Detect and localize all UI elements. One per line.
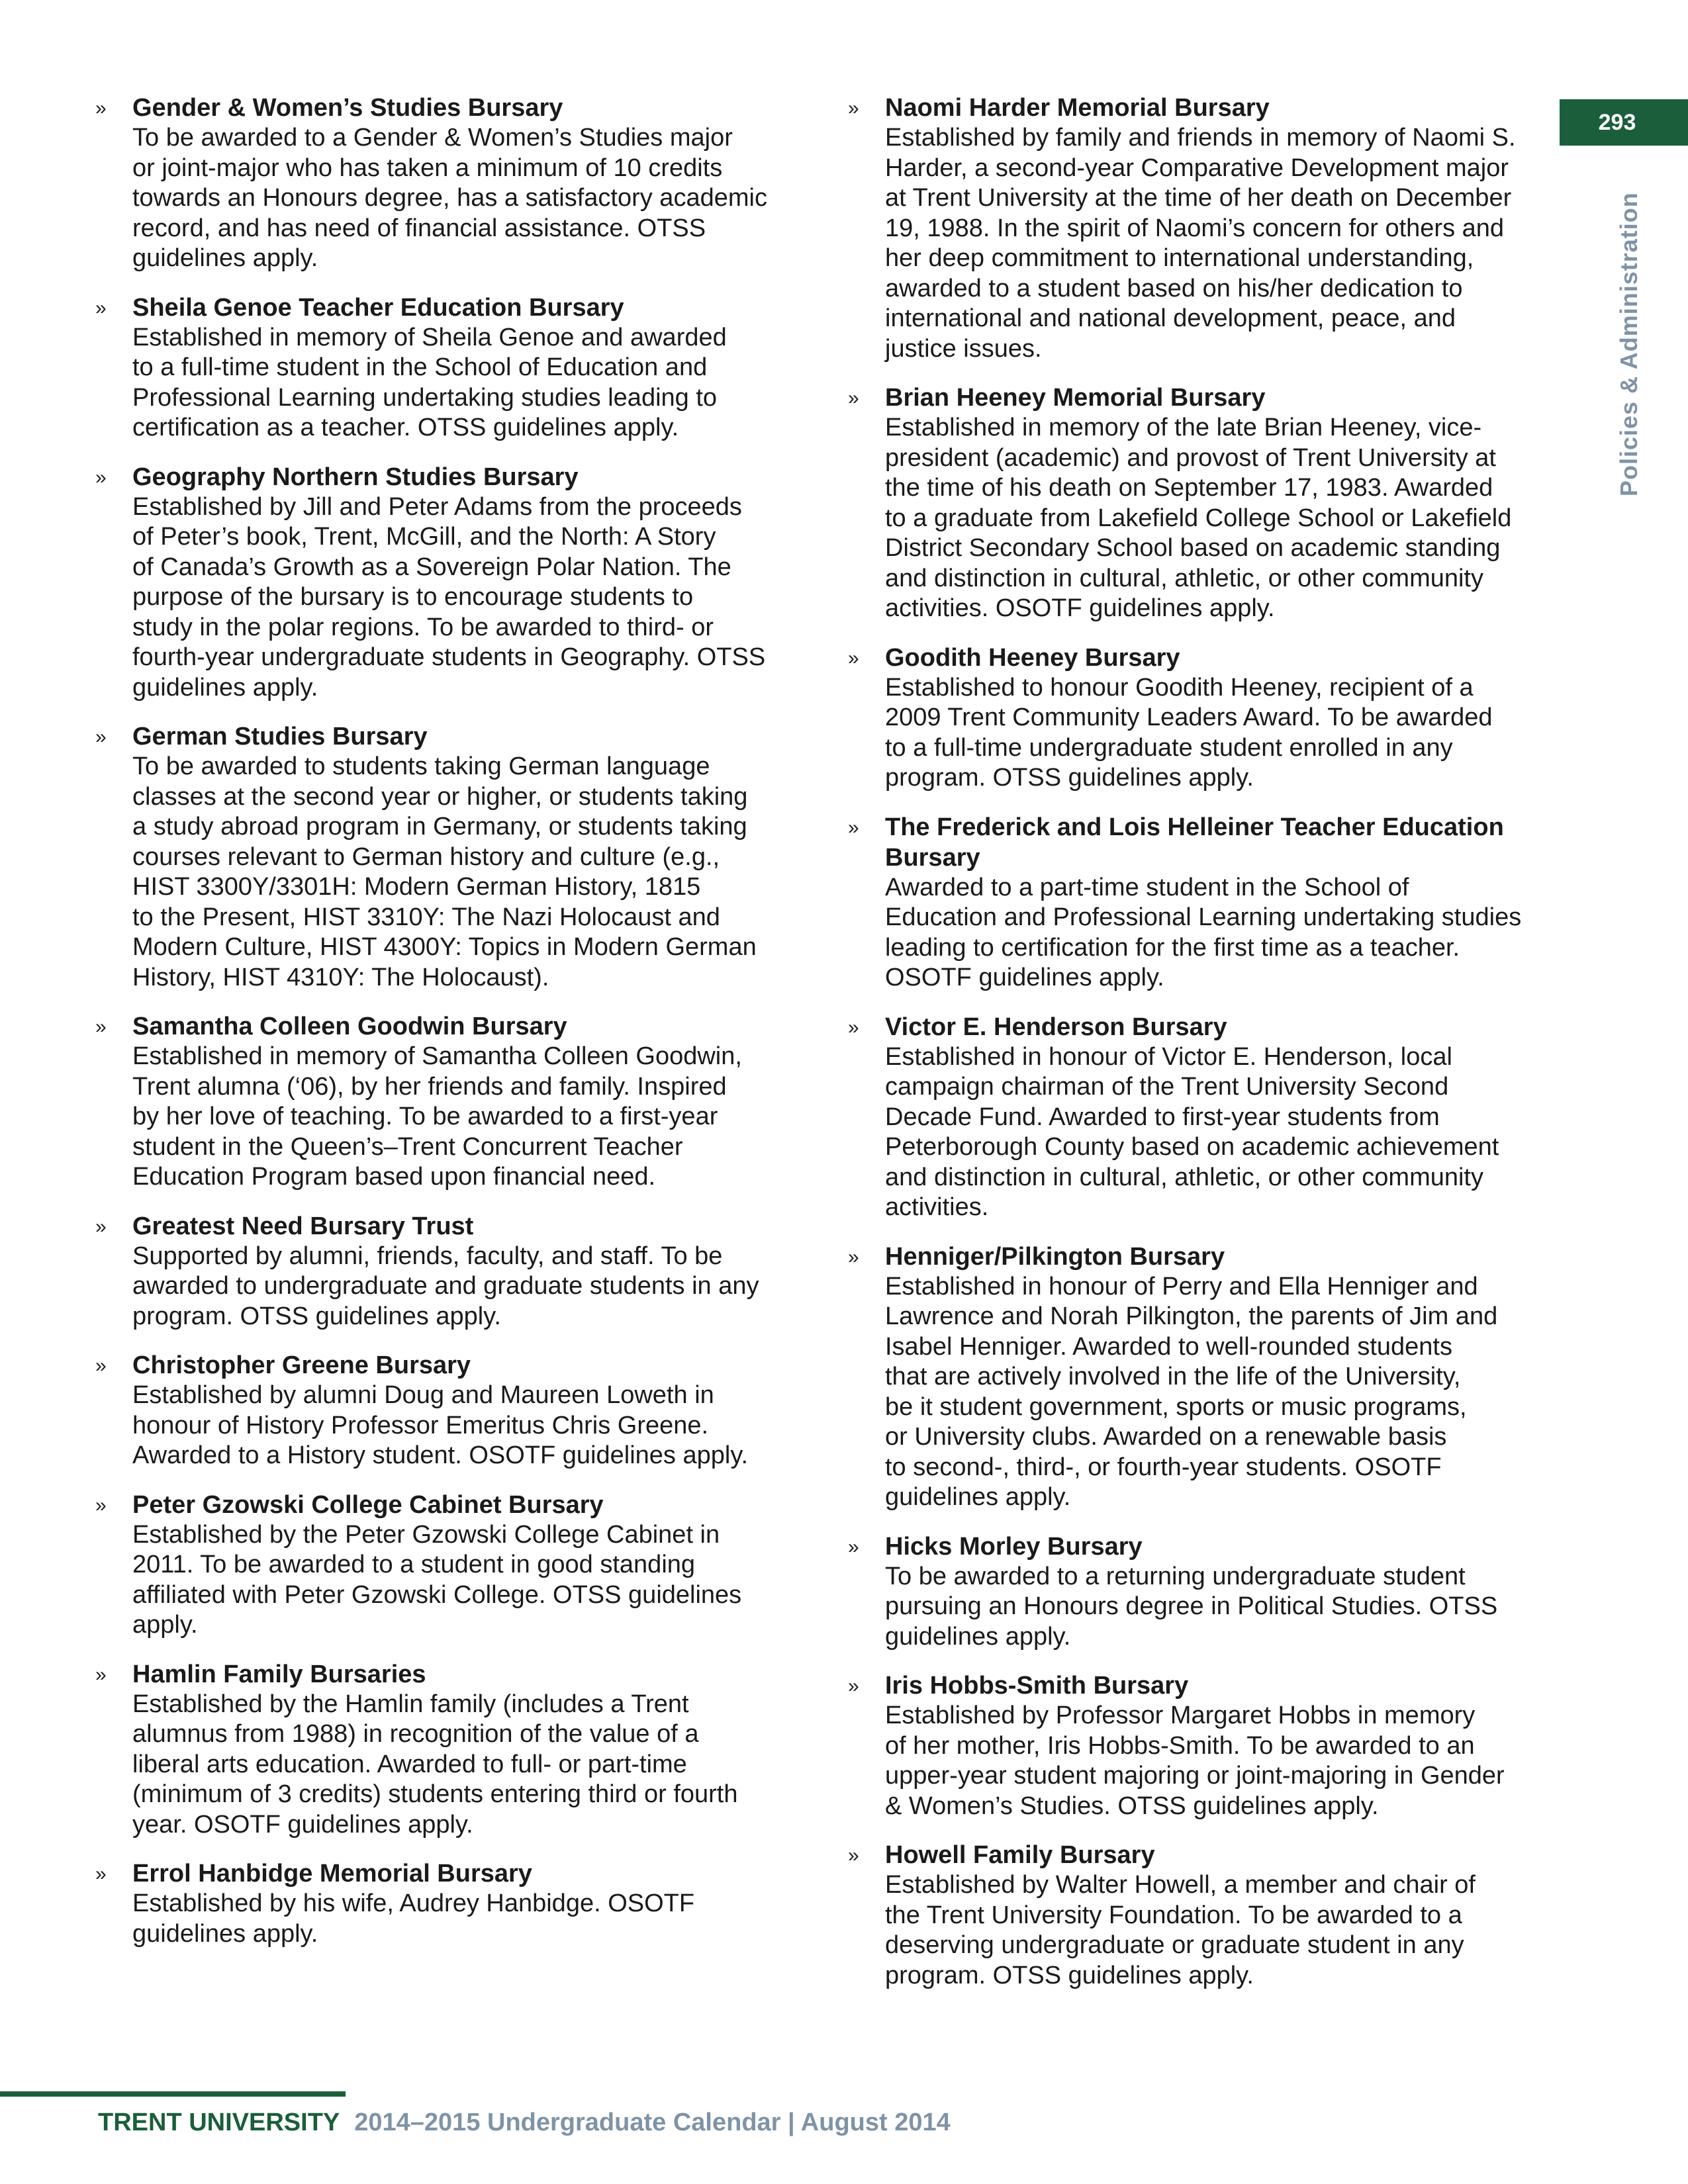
bursary-description [132,1690,808,1841]
description-line: Established in memory of Samantha Colleen Goodwin, [132,1042,742,1070]
bullet-marker: » [95,1494,107,1516]
bullet-marker: » [848,1535,859,1558]
description-line: activities. OSOTF guidelines apply. [885,594,1275,622]
description-line: Lawrence and Norah Pilkington, the parents of Jim and [885,1302,1498,1330]
bursary-entry [845,1670,1560,1821]
footer-university: TRENT UNIVERSITY [98,2109,340,2136]
description-line: program. OTSS guidelines apply. [885,1961,1254,1989]
bursary-entry [845,1840,1560,1991]
bursary-entry [93,1490,808,1641]
description-line: to the Present, HIST 3310Y: The Nazi Holocaust and [132,903,720,931]
bullet-marker: » [848,1246,859,1268]
description-line: Established by Professor Margaret Hobbs in memory [885,1702,1476,1729]
description-line: to second-, third-, or fourth-year students. OSOTF [885,1453,1442,1481]
bursary-entry [845,1242,1560,1513]
bursary-description [132,752,808,993]
bullet-marker: » [848,97,859,119]
description-line: courses relevant to German history and culture (e.g., [132,842,720,871]
bursary-entry [93,462,808,704]
bursary-entry [845,1012,1560,1223]
description-line: to a full-time student in the School of Education and [132,353,708,381]
description-line: president (academic) and provost of Trent University at [885,443,1496,472]
description-line: or University clubs. Awarded on a renewable basis [885,1423,1447,1451]
description-line: apply. [132,1611,198,1639]
bursary-title: German Studies Bursary [132,723,428,751]
description-line: the time of his death on September 17, 1983. Awarded [885,474,1493,502]
description-line: To be awarded to students taking German language [132,752,710,780]
description-line: 19, 1988. In the spirit of Naomi’s concern for others and [885,214,1505,242]
description-line: Trent alumna (‘06), by her friends and family. Inspired [132,1072,727,1101]
bullet-marker: » [95,466,107,488]
description-line: Supported by alumni, friends, faculty, and staff. To be [132,1242,723,1270]
bursary-entry [845,643,1560,794]
description-line: international and national development, peace, and [885,304,1456,332]
bursary-title: Peter Gzowski College Cabinet Bursary [132,1490,604,1519]
bursary-description [885,413,1560,624]
description-line: Established in memory of Sheila Genoe and awarded [132,323,727,351]
bullet-marker: » [95,1355,107,1377]
description-line: Harder, a second-year Comparative Development major [885,154,1509,182]
description-line: 2009 Trent Community Leaders Award. To be awarded [885,704,1493,731]
bursary-title: Sheila Genoe Teacher Education Bursary [132,293,624,322]
description-line: the Trent University Foundation. To be awarded to a [885,1901,1462,1929]
bursary-title: Samantha Colleen Goodwin Bursary [132,1013,567,1040]
description-line: District Secondary School based on academic standing [885,534,1501,562]
description-line: Established by his wife, Audrey Hanbidge. OSOTF [132,1889,695,1917]
bursary-entry [93,1659,808,1841]
description-line: classes at the second year or higher, or students taking [132,782,748,811]
description-line: record, and has need of financial assistance. OTSS [132,214,706,242]
description-line: Modern Culture, HIST 4300Y: Topics in Modern German [132,933,757,961]
bursary-description [885,673,1560,794]
bullet-marker: » [95,296,107,319]
description-line: to a full-time undergraduate student enrolled in any [885,733,1453,762]
bursary-title: Geography Northern Studies Bursary [132,463,579,491]
bursary-entry [93,293,808,443]
description-line: Established by family and friends in memory of Naomi S. [885,124,1516,152]
bursary-description [132,1042,808,1193]
bursary-entry [845,383,1560,624]
bursary-description [885,1042,1560,1223]
footer-calendar: 2014–2015 Undergraduate Calendar | August 2014 [354,2109,951,2136]
description-line: her deep commitment to international understanding, [885,244,1474,272]
bursary-description [885,1272,1560,1513]
bursary-description [132,323,808,443]
description-line: Peterborough County based on academic achievement [885,1133,1499,1161]
bursary-entry [845,93,1560,364]
description-line: Professional Learning undertaking studies leading to [132,383,718,412]
description-line: deserving undergraduate or graduate student in any [885,1931,1464,1959]
description-line: or joint-major who has taken a minimum of 10 credits [132,154,723,182]
description-line: Education and Professional Learning undertaking studies [885,903,1522,931]
bursary-entry [845,812,1560,993]
bullet-marker: » [848,1675,859,1697]
bursary-title: Errol Hanbidge Memorial Bursary [132,1860,532,1888]
bursary-description [885,1870,1560,1991]
description-line: Established by the Hamlin family (includes a Trent [132,1690,689,1718]
bullet-marker: » [848,1016,859,1038]
description-line: guidelines apply. [132,1919,318,1948]
bursary-title: Naomi Harder Memorial Bursary [885,94,1270,122]
bursary-entry [93,1350,808,1471]
bursary-title: Victor E. Henderson Bursary [885,1013,1227,1041]
description-line: upper-year student majoring or joint-majoring in Gender [885,1762,1505,1790]
bursary-title: Howell Family Bursary [885,1841,1155,1869]
bullet-marker: » [95,1863,107,1885]
bursary-description [885,873,1560,993]
bullet-marker: » [95,1215,107,1238]
description-line: Established by Jill and Peter Adams from the proceeds [132,492,742,521]
description-line: To be awarded to a returning undergraduate student [885,1562,1466,1590]
bullet-marker: » [848,647,859,669]
description-line: honour of History Professor Emeritus Chris Greene. [132,1411,709,1439]
description-line: OSOTF guidelines apply. [885,964,1164,991]
description-line: Decade Fund. Awarded to first-year students from [885,1103,1440,1131]
left-column [93,93,808,1968]
bursary-entry [93,721,808,993]
bursary-title: Christopher Greene Bursary [132,1351,471,1379]
description-line: awarded to a student based on his/her dedication to [885,274,1463,302]
description-line: HIST 3300Y/3301H: Modern German History, 1815 [132,873,701,901]
bursary-title: Greatest Need Bursary Trust [132,1212,474,1240]
bullet-marker: » [95,97,107,119]
bursary-description [885,1701,1560,1821]
description-line: by her love of teaching. To be awarded to a first-year [132,1103,718,1130]
description-line: Isabel Henniger. Awarded to well-rounded students [885,1332,1452,1361]
description-line: Established by alumni Doug and Maureen Loweth in [132,1381,714,1409]
description-line: guidelines apply. [132,244,318,272]
description-line: program. OTSS guidelines apply. [132,1302,501,1330]
bursary-title: The Frederick and Lois Helleiner Teacher Education Bursary [885,813,1504,872]
bursary-description [132,1381,808,1471]
description-line: 2011. To be awarded to a student in good standing [132,1551,696,1578]
footer [98,2109,951,2137]
description-line: justice issues. [885,334,1042,363]
description-line: leading to certification for the first time as a teacher. [885,933,1460,962]
description-line: Established in memory of the late Brian Heeney, vice- [885,414,1482,441]
bursary-description [885,1562,1560,1653]
section-side-label: Policies & Administration [1615,192,1642,496]
description-line: at Trent University at the time of her death on December [885,184,1512,212]
description-line: liberal arts education. Awarded to full- or part-time [132,1750,687,1778]
description-line: guidelines apply. [885,1622,1071,1651]
description-line: of Canada’s Growth as a Sovereign Polar Nation. The [132,553,731,581]
description-line: certification as a teacher. OTSS guidelines apply. [132,414,679,441]
bursary-entry [93,1211,808,1332]
bursary-description [132,1520,808,1641]
description-line: To be awarded to a Gender & Women’s Studies major [132,124,733,152]
description-line: activities. [885,1193,989,1221]
bullet-marker: » [848,387,859,409]
bursary-description [132,123,808,274]
bursary-title: Goodith Heeney Bursary [885,643,1180,672]
description-line: to a graduate from Lakefield College School or Lakefield [885,504,1512,532]
right-column [845,93,1560,2009]
description-line: awarded to undergraduate and graduate students in any [132,1272,759,1300]
bursary-title: Hamlin Family Bursaries [132,1660,426,1688]
bursary-title: Iris Hobbs-Smith Bursary [885,1672,1189,1700]
bullet-marker: » [95,726,107,748]
description-line: of her mother, Iris Hobbs-Smith. To be awarded to an [885,1731,1475,1760]
bursary-title: Henniger/Pilkington Bursary [885,1242,1225,1271]
description-line: & Women’s Studies. OTSS guidelines apply. [885,1792,1379,1820]
bursary-description [132,1889,808,1949]
description-line: Awarded to a part-time student in the School of [885,873,1409,901]
description-line: a study abroad program in Germany, or students taking [132,813,747,841]
description-line: purpose of the bursary is to encourage students to [132,583,694,611]
bursary-description [885,123,1560,364]
bursary-entry [93,93,808,274]
page-number: 293 [1598,109,1636,135]
description-line: Established in honour of Perry and Ella Henniger and [885,1272,1478,1300]
description-line: year. OSOTF guidelines apply. [132,1810,473,1839]
description-line: (minimum of 3 credits) students entering third or fourth [132,1780,738,1808]
bursary-title: Brian Heeney Memorial Bursary [885,384,1266,412]
description-line: and distinction in cultural, athletic, or other community [885,564,1483,592]
description-line: of Peter’s book, Trent, McGill, and the North: A Story [132,523,716,551]
description-line: campaign chairman of the Trent University Second [885,1073,1449,1101]
description-line: study in the polar regions. To be awarded to third- or [132,613,714,641]
description-line: fourth-year undergraduate students in Geography. OTSS [132,643,766,671]
description-line: guidelines apply. [885,1483,1071,1511]
description-line: and distinction in cultural, athletic, or other community [885,1163,1483,1191]
bullet-marker: » [95,1663,107,1686]
description-line: alumnus from 1988) in recognition of the value of a [132,1720,699,1748]
description-line: Awarded to a History student. OSOTF guidelines apply. [132,1441,749,1469]
description-line: History, HIST 4310Y: The Holocaust). [132,963,549,991]
bursary-entry [845,1531,1560,1653]
description-line: pursuing an Honours degree in Political Studies. OTSS [885,1592,1498,1620]
description-line: that are actively involved in the life of the University, [885,1363,1461,1390]
description-line: be it student government, sports or music programs, [885,1392,1467,1421]
bullet-marker: » [848,1844,859,1866]
footer-rule [0,2091,346,2097]
description-line: Established to honour Goodith Heeney, recipient of a [885,673,1474,702]
description-line: program. OTSS guidelines apply. [885,764,1254,792]
page-number-tab [1560,99,1688,146]
bursary-description [132,1242,808,1332]
description-line: affiliated with Peter Gzowski College. OTSS guidelines [132,1580,742,1609]
bursary-entry [93,1011,808,1193]
description-line: towards an Honours degree, has a satisfactory academic [132,184,767,212]
bursary-description [132,492,808,704]
description-line: Established by Walter Howell, a member and chair of [885,1871,1476,1899]
description-line: guidelines apply. [132,673,318,702]
description-line: Established by the Peter Gzowski College Cabinet in [132,1520,720,1549]
bursary-title: Gender & Women’s Studies Bursary [132,94,563,122]
description-line: student in the Queen’s–Trent Concurrent Teacher [132,1132,683,1161]
bursary-title: Hicks Morley Bursary [885,1532,1143,1561]
description-line: Education Program based upon financial need. [132,1163,656,1191]
bullet-marker: » [848,816,859,839]
bursary-entry [93,1858,808,1949]
bullet-marker: » [95,1016,107,1038]
description-line: Established in honour of Victor E. Henderson, local [885,1042,1452,1071]
